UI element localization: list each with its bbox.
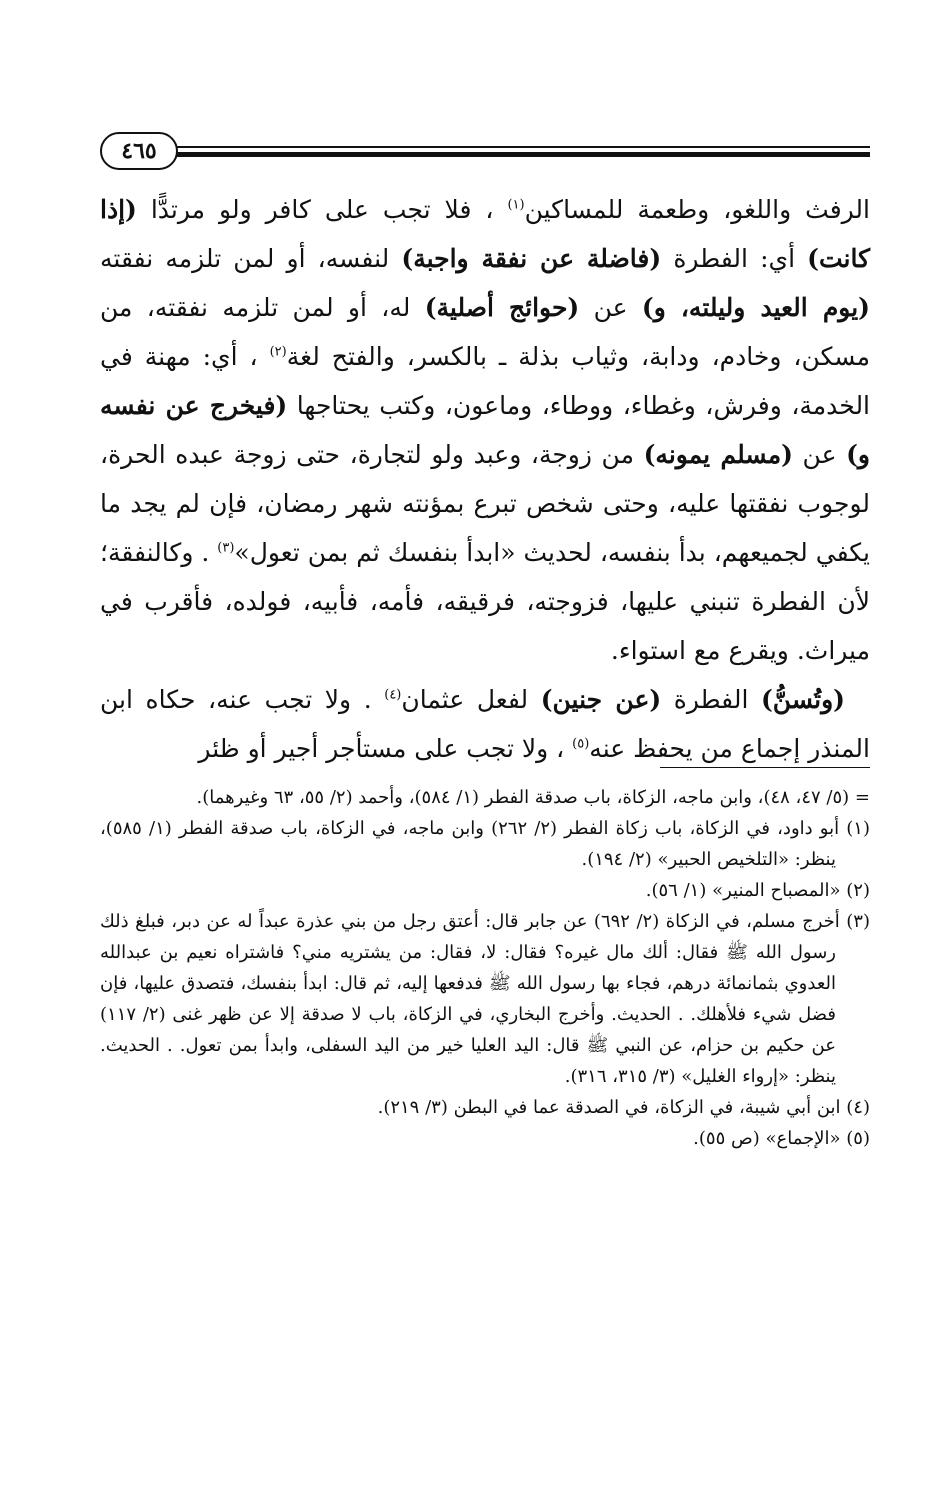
header-rule-thick (176, 152, 870, 157)
main-text (100, 185, 870, 773)
footnote-2: (٢) «المصباح المنير» (١/ ٥٦). (645, 880, 870, 901)
footnote-ref-3[interactable]: (٣) (217, 540, 235, 556)
footnote-separator (660, 767, 870, 768)
footnote-ref-1[interactable]: (١) (507, 197, 525, 213)
footnote-ref-5[interactable]: (٥) (572, 736, 590, 752)
footnote-4: (٤) ابن أبي شيبة، في الزكاة، في الصدقة عما في البطن (٣/ ٢١٩). (377, 1097, 870, 1118)
footnote-1: (١) أبو داود، في الزكاة، باب زكاة الفطر (٢/ ٢٦٢) وابن ماجه، في الزكاة، باب صدقة الفطر (١/ ٥٨٥)، ينظر: «التلخيص الحبير» (٢/ ١٩٤). (100, 818, 870, 870)
header-rule-thin (176, 146, 870, 148)
paragraph-2: (وتُسنُّ) الفطرة (عن جنين) لفعل عثمان$^{(٤)}$ . ولا تجب عنه، حكاه ابن المنذر إجماع من يحفظ عنه$^{(٥)}$ ، ولا تجب على مستأجر أجير أو ظئر (100, 685, 870, 763)
paragraph-1: الرفث واللغو، وطعمة للمساكين$^{(١)}$ ، فلا تجب على كافر ولو مرتدًّا (إذا كانت) أي: الفطرة (فاضلة عن نفقة واجبة) لنفسه، أو لمن تلزمه نفقته (يوم العيد وليلته، و) عن (حوائج أصلية) له، أو لمن تلزمه نفقته، من مسكن، وخادم، ودابة، وثياب بذلة ـ بالكسر، والفتح لغة$^{(٢)}$ ، أي: مهنة في الخدمة، وفرش، وغطاء، ووطاء، وماعون، وكتب يحتاجها (فيخرج عن نفسه و) عن (مسلم يمونه) من زوجة، وعبد ولو لتجارة، حتى زوجة عبده الحرة، لوجوب نفقتها عليه، وحتى شخص تبرع بمؤنته شهر رمضان، فإن لم يجد ما يكفي لجميعهم، بدأ بنفسه، لحديث «ابدأ بنفسك ثم بمن تعول»$^{(٣)}$ . وكالنفقة؛ لأن الفطرة تنبني عليها، فزوجته، فرقيقه، فأمه، فأبيه، فولده، فأقرب في ميراث. ويقرع مع استواء. (100, 195, 871, 665)
footnote-ref-2[interactable]: (٢) (269, 344, 287, 360)
page-header (100, 128, 870, 178)
footnote-5: (٥) «الإجماع» (ص ٥٥). (693, 1128, 870, 1149)
page-number: ٤٦٥ (100, 132, 178, 170)
footnote-3: (٣) أخرج مسلم، في الزكاة (٢/ ٦٩٢) عن جابر قال: أعتق رجل من بني عذرة عبداً له عن دبر، فبلغ ذلك رسول الله ﷺ فقال: ألك مال غيره؟ فقال: لا، فقال: من يشتريه مني؟ فاشتراه نعيم بن عبدالله العدوي بثمانمائة درهم، فجاء بها رسول الله ﷺ فدفعها إليه، ثم قال: ابدأ بنفسك، فتصدق عليها، فإن فضل شيء فلأهلك. . الحديث. وأخرج البخاري، في الزكاة، باب لا صدقة إلا عن ظهر غنى (٢/ ١١٧) عن حكيم بن حزام، عن النبي ﷺ قال: اليد العليا خير من اليد السفلى، وابدأ بمن تعول. . الحديث. ينظر: «إرواء الغليل» (٣/ ٣١٥، ٣١٦). (100, 911, 870, 1087)
footnotes (100, 782, 870, 1154)
footnote-continuation: = (٥/ ٤٧، ٤٨)، وابن ماجه، الزكاة، باب صدقة الفطر (١/ ٥٨٤)، وأحمد (٢/ ٥٥، ٦٣ وغيرهما). (196, 787, 870, 808)
footnote-ref-4[interactable]: (٤) (384, 687, 402, 703)
